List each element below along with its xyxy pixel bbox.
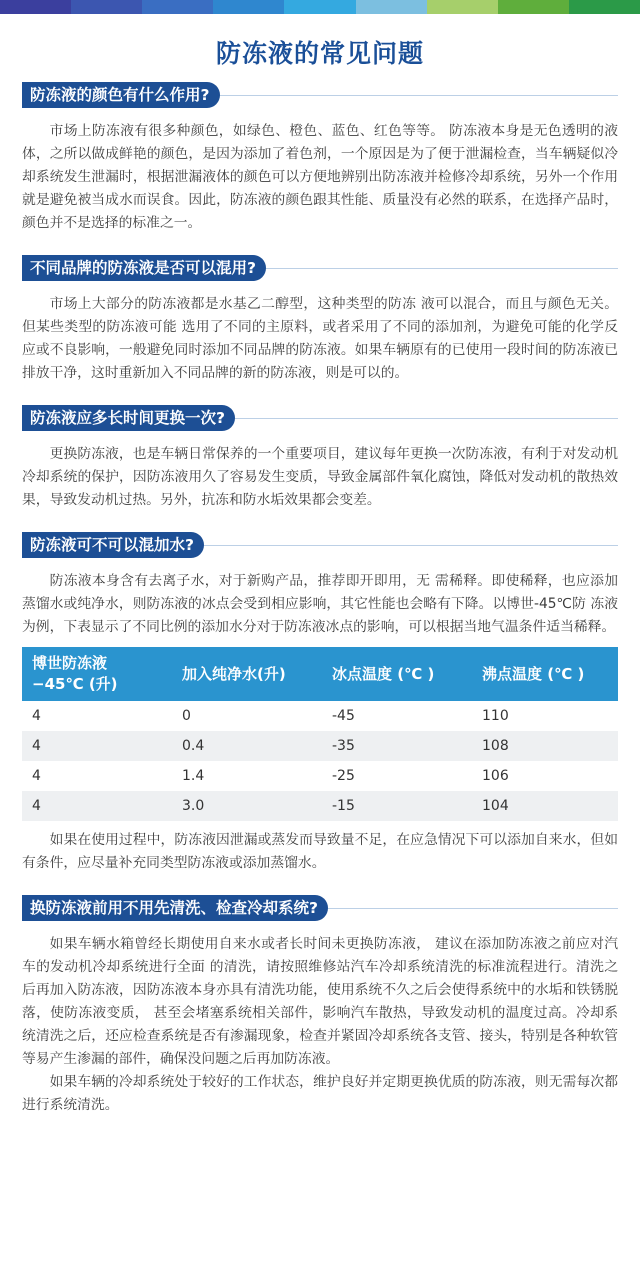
column-header: 博世防冻液 −45℃ (升) [22,647,172,701]
table-cell: 4 [22,791,172,821]
table-header-row [22,647,618,701]
color-stripe [498,0,569,14]
table-cell: 1.4 [172,761,322,791]
section-header [22,532,618,560]
section-heading: 防冻液应多长时间更换一次? [22,405,235,431]
section-paragraph: 如果车辆水箱曾经长期使用自来水或者长时间未更换防冻液， 建议在添加防冻液之前应对汽车的发动机冷却系统进行全面 的清洗，请按照维修站汽车冷却系统清洗的标准流程进行。清洗之后再加入防冻液，因防冻液本身亦具有清洗功能，使用系统不久之后会使得系统中的水垢和铁锈脱落，使防冻液变质， 甚至会堵塞系统相关部件，影响汽车散热，导致发动机的温度过高。冷却系统清洗之后，还应检查系统是否有渗漏现象，检查并紧固冷却系统各支管、接头，特别是各种软管等易产生渗漏的部件，确保没问题之后再加防冻液。 [22,936,618,1067]
section-header [22,255,618,283]
color-stripe [71,0,142,14]
color-stripe [427,0,498,14]
section-replacement-interval [0,405,640,512]
section-adding-water [0,532,640,875]
table-cell: -15 [322,791,472,821]
section-heading: 不同品牌的防冻液是否可以混用? [22,255,266,281]
section-header [22,82,618,110]
table-cell: -45 [322,701,472,731]
color-stripe [213,0,284,14]
section-paragraph: 市场上防冻液有很多种颜色，如绿色、橙色、蓝色、红色等等。 防冻液本身是无色透明的液体，之所以做成鲜艳的颜色，是因为添加了着色剂，一个原因是为了便于泄漏检查，当车辆疑似冷却系统发生泄漏时，根据泄漏液体的颜色可以方便地辨别出防冻液并检修冷却系统，另外一个作用就是避免被当成水而误食。因此，防冻液的颜色跟其性能、质量没有必然的联系，在选择产品时，颜色并不是选择的标准之一。 [22,123,618,231]
table-cell: -35 [322,731,472,761]
section-color [0,82,640,235]
table-row [22,731,618,761]
table-cell: 4 [22,701,172,731]
column-header: 加入纯净水(升) [172,647,322,701]
section-paragraph: 如果车辆的冷却系统处于较好的工作状态，维护良好并定期更换优质的防冻液，则无需每次都进行系统清洗。 [22,1074,618,1113]
table-cell: 106 [472,761,618,791]
table-cell: 0 [172,701,322,731]
color-stripe [569,0,640,14]
color-stripe [0,0,71,14]
table-cell: 104 [472,791,618,821]
color-stripe [142,0,213,14]
section-header [22,405,618,433]
section-heading: 防冻液可不可以混加水? [22,532,204,558]
section-flushing [0,895,640,1117]
table-row [22,761,618,791]
section-paragraph: 更换防冻液，也是车辆日常保养的一个重要项目，建议每年更换一次防冻液，有利于对发动机冷却系统的保护，因防冻液用久了容易发生变质，导致金属部件氧化腐蚀，降低对发动机的散热效果，导致发动机过热。另外，抗冻和防水垢效果都会变差。 [22,446,618,508]
table-cell: 108 [472,731,618,761]
section-header [22,895,618,923]
section-paragraph: 防冻液本身含有去离子水，对于新购产品，推荐即开即用，无 需稀释。即使稀释，也应添加蒸馏水或纯净水，则防冻液的冰点会受到相应影响，其它性能也会略有下降。以博世-45℃防 冻液为例，下表显示了不同比例的添加水分对于防冻液冰点的影响，可以根据当地气温条件适当稀释。 [22,573,618,635]
page-title: 防冻液的常见问题 [215,39,424,68]
table-row [22,701,618,731]
top-color-bar [0,0,640,14]
column-header: 沸点温度 (℃ ) [472,647,618,701]
table-cell: 110 [472,701,618,731]
dilution-table [22,647,618,821]
table-cell: 3.0 [172,791,322,821]
section-heading: 换防冻液前用不用先清洗、检查冷却系统? [22,895,328,921]
table-cell: -25 [322,761,472,791]
color-stripe [284,0,355,14]
table-cell: 4 [22,731,172,761]
section-heading: 防冻液的颜色有什么作用? [22,82,220,108]
color-stripe [356,0,427,14]
table-row [22,791,618,821]
table-cell: 4 [22,761,172,791]
column-header: 冰点温度 (℃ ) [322,647,472,701]
section-mixing-brands [0,255,640,385]
table-cell: 0.4 [172,731,322,761]
section-paragraph: 市场上大部分的防冻液都是水基乙二醇型，这种类型的防冻 液可以混合，而且与颜色无关。但某些类型的防冻液可能 选用了不同的主原料，或者采用了不同的添加剂，为避免可能的化学反应或不良影响，一般避免同时添加不同品牌的防冻液。如果车辆原有的已使用一段时间的防冻液已排放干净，这时重新加入不同品牌的新的防冻液，则是可以的。 [22,296,618,381]
section-paragraph: 如果在使用过程中，防冻液因泄漏或蒸发而导致量不足，在应急情况下可以添加自来水，但如有条件，应尽量补充同类型防冻液或添加蒸馏水。 [22,832,618,871]
